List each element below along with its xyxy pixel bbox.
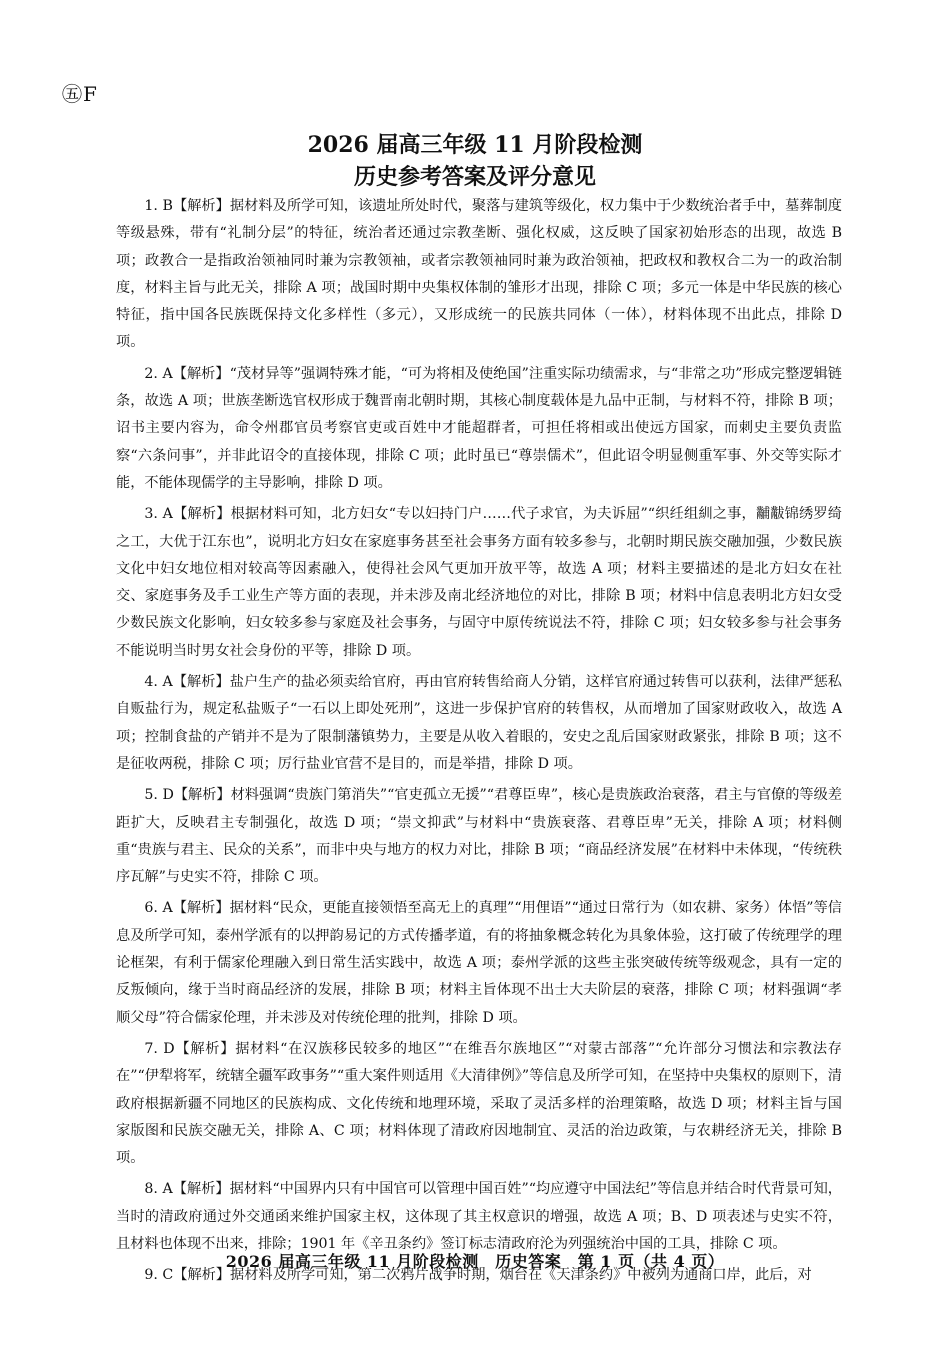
answer-item-2: 2. A【解析】“茂材异等”强调特殊才能，“可为将相及使绝国”注重实际功绩需求，与“非常之功”形成完整逻辑链条，故选 A 项；世族垄断选官权形成于魏晋南北朝时期，其核心制度载体是九品中正制，与材料不符，排除 B 项；诏书主要内容为，命令州郡官员考察官吏或百姓中才能超群者，可担任将相或出使远方国家，而刺史主要负责监察“六条问事”，并非此诏令的直接体现，排除 C 项；此时虽已“尊崇儒术”，但此诏令明显侧重军事、外交等实际才能，不能体现儒学的主导影响，排除 D 项。	[116, 365, 842, 491]
answer-item-8: 8. A【解析】据材料“中国界内只有中国官可以管理中国百姓”“均应遵守中国法纪”等信息并结合时代背景可知，当时的清政府通过外交通函来维护国家主权，这体现了其主权意识的增强，故选 A 项；B、D 项表述与史实不符，且材料也体现不出来，排除；1901 年《辛丑条约》签订标志清政府沦为列强统治中国的工具，排除 C 项。	[116, 1181, 842, 1252]
page-footer: 2026 届高三年级 11 月阶段检测 历史答案 第 1 页（共 4 页）	[225, 1252, 725, 1271]
answer-item-5: 5. D【解析】材料强调“贵族门第消失”“官吏孤立无援”“君尊臣卑”，核心是贵族政治衰落，君主与官僚的等级差距扩大，反映君主专制强化，故选 D 项；“崇文抑武”与材料中“贵族衰落、君尊臣卑”无关，排除 A 项；材料侧重“贵族与君主、民众的关系”，而非中央与地方的权力对比，排除 B 项；“商品经济发展”在材料中未体现，“传统秩序瓦解”与史实不符，排除 C 项。	[116, 787, 842, 886]
answer-item-9: 9. C【解析】据材料及所学可知，第二次鸦片战争时期，烟台在《天津条约》中被列为通商口岸，此后，对	[144, 1267, 812, 1284]
answer-item-4: 4. A【解析】盐户生产的盐必须卖给官府，再由官府转售给商人分销，这样官府通过转售可以获利，法律严惩私自贩盐行为，规定私盐贩子“一石以上即处死刑”，这进一步保护官府的转售权，从而增加了国家财政收入，故选 A 项；控制食盐的产销并不是为了限制藩镇势力，主要是从收入着眼的，安史之乱后国家财政紧张，排除 B 项；这不是征收两税，排除 C 项；厉行盐业官营不是目的，而是举措，排除 D 项。	[116, 674, 842, 772]
answer-item-1: 1. B【解析】据材料及所学可知，该遗址所处时代，聚落与建筑等级化，权力集中于少数统治者手中，墓葬制度等级悬殊，带有“礼制分层”的特征，统治者还通过宗教垄断、强化权威，这反映了国家初始形态的出现，故选 B 项；政教合一是指政治领袖同时兼为宗教领袖，或者宗教领袖同时兼为政治领袖，把政权和教权合二为一的政治制度，材料主旨与此无关，排除 A 项；战国时期中央集权体制的雏形才出现，排除 C 项；多元一体是中华民族的核心特征，指中国各民族既保持文化多样性（多元），又形成统一的民族共同体（一体），材料体现不出此点，排除 D 项。	[116, 198, 842, 351]
page-title: 2026 届高三年级 11 月阶段检测	[307, 132, 643, 158]
answer-list	[116, 193, 842, 1294]
corner-mark: ㊄F	[62, 82, 98, 106]
answer-item-3: 3. A【解析】根据材料可知，北方妇女“专以妇持门户……代子求官，为夫诉屈”“织纴组紃之事，黼黻锦绣罗绮之工，大优于江东也”，说明北方妇女在家庭事务甚至社会事务方面有较多参与，北朝时期民族交融加强，少数民族文化中妇女地位相对较高等因素融入，使得社会风气更加开放平等，故选 A 项；材料主要描述的是北方妇女在社交、家庭事务及手工业生产等方面的表现，并未涉及南北经济地位的对比，排除 B 项；材料中信息表明北方妇女受少数民族文化影响，妇女较多参与家庭及社会事务，与固守中原传统说法不符，排除 C 项；妇女较多参与社会事务不能说明当时男女社会身份的平等，排除 D 项。	[116, 506, 842, 659]
page-subtitle: 历史参考答案及评分意见	[353, 164, 596, 190]
answer-item-7: 7. D【解析】据材料“在汉族移民较多的地区”“在维吾尔族地区”“对蒙古部落”“允许部分习惯法和宗教法存在”“伊犁将军，统辖全疆军政事务”“重大案件则适用《大清律例》”等信息及所学可知，在坚持中央集权的原则下，清政府根据新疆不同地区的民族构成、文化传统和地理环境，采取了灵活多样的治理策略，故选 D 项；材料主旨与国家版图和民族交融无关，排除 A、C 项；材料体现了清政府因地制宜、灵活的治边政策，与农耕经济无关，排除 B 项。	[116, 1040, 842, 1167]
answer-item-6: 6. A【解析】据材料“民众，更能直接领悟至高无上的真理”“用俚语”“通过日常行为（如农耕、家务）体悟”等信息及所学可知，泰州学派有的以押韵易记的方式传播孝道，有的将抽象概念转化为具象体验，这打破了传统理学的理论框架，有利于儒家伦理融入到日常生活实践中，故选 A 项；泰州学派的这些主张突破传统等级观念，具有一定的反叛倾向，缘于当时商品经济的发展，排除 B 项；材料主旨体现不出士大夫阶层的衰落，排除 C 项；材料强调“孝顺父母”符合儒家伦理，并未涉及对传统伦理的批判，排除 D 项。	[116, 900, 842, 1026]
